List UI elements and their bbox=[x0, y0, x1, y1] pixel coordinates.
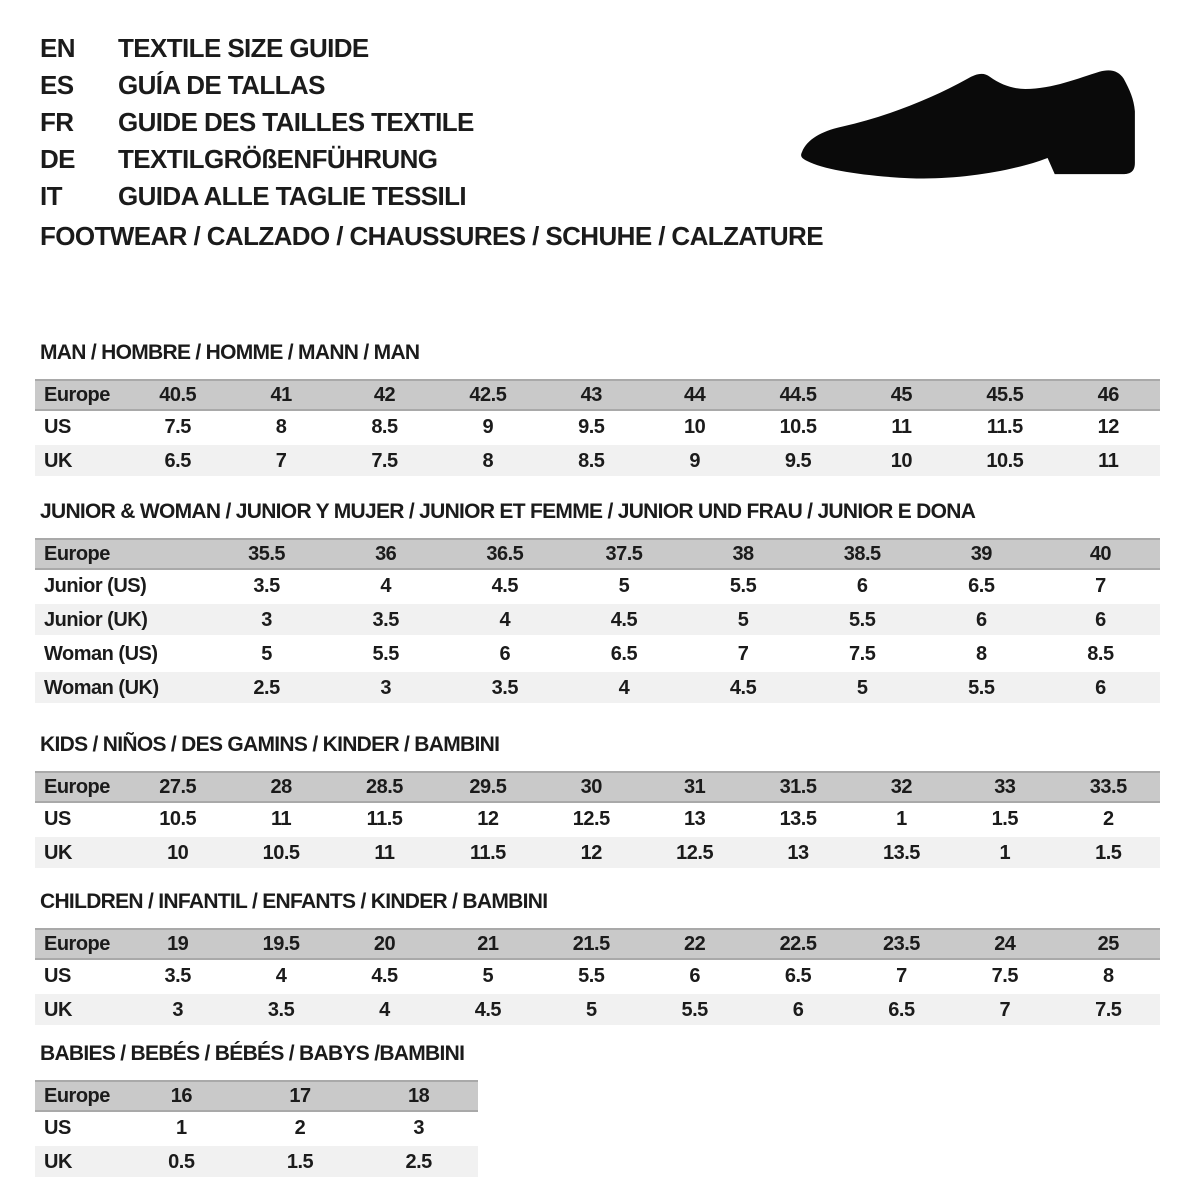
size-cell: 19.5 bbox=[229, 929, 332, 959]
size-cell: 9.5 bbox=[746, 444, 849, 478]
lang-row-fr bbox=[40, 104, 474, 141]
size-cell: 37.5 bbox=[564, 539, 683, 569]
lang-row-en bbox=[40, 30, 474, 67]
size-cell: 20 bbox=[333, 929, 436, 959]
size-cell: 44.5 bbox=[746, 380, 849, 410]
size-cell: 22 bbox=[643, 929, 746, 959]
size-cell: 7.5 bbox=[991, 964, 1018, 987]
size-cell: 5 bbox=[482, 964, 494, 987]
table-header-row bbox=[35, 929, 1160, 959]
row-label: US bbox=[44, 964, 71, 987]
size-cell: 44 bbox=[643, 380, 746, 410]
size-cell: 5.5 bbox=[803, 603, 922, 637]
size-cell: 6 bbox=[499, 642, 511, 665]
size-cell: 3 bbox=[126, 993, 229, 1027]
size-cell: 2 bbox=[294, 1116, 306, 1139]
size-cell: 4.5 bbox=[371, 964, 398, 987]
lang-label: GUIDA ALLE TAGLIE TESSILI bbox=[118, 181, 467, 211]
size-cell: 3.5 bbox=[164, 964, 191, 987]
junior-woman-size-table bbox=[35, 538, 1160, 706]
row-label: Europe bbox=[35, 929, 126, 959]
size-cell: 41 bbox=[229, 380, 332, 410]
size-cell: 0.5 bbox=[122, 1145, 241, 1179]
size-cell: 6.5 bbox=[850, 993, 953, 1027]
table-row bbox=[35, 671, 1160, 705]
section-title: JUNIOR & WOMAN / JUNIOR Y MUJER / JUNIOR ET FEMME / JUNIOR UND FRAU / JUNIOR E DONA bbox=[40, 500, 976, 523]
lang-row-de bbox=[40, 141, 474, 178]
size-cell: 6 bbox=[1041, 671, 1160, 705]
size-cell: 7 bbox=[1095, 574, 1106, 597]
children-size-table bbox=[35, 928, 1160, 1028]
row-label: Europe bbox=[35, 772, 126, 802]
size-cell: 1 bbox=[896, 807, 907, 830]
size-cell: 33.5 bbox=[1057, 772, 1160, 802]
table-row bbox=[35, 836, 1160, 870]
size-cell: 4.5 bbox=[564, 603, 683, 637]
size-cell: 6 bbox=[1041, 603, 1160, 637]
size-cell: 17 bbox=[241, 1081, 360, 1111]
row-label: UK bbox=[35, 1145, 122, 1179]
table-header-row bbox=[35, 539, 1160, 569]
size-cell: 8 bbox=[275, 415, 287, 438]
size-cell: 10.5 bbox=[953, 444, 1056, 478]
man-size-table bbox=[35, 379, 1160, 479]
size-cell: 46 bbox=[1057, 380, 1160, 410]
size-cell: 5.5 bbox=[643, 993, 746, 1027]
size-cell: 6 bbox=[689, 964, 700, 987]
row-label: US bbox=[44, 415, 71, 438]
lang-code: ES bbox=[40, 70, 74, 100]
size-cell: 23.5 bbox=[850, 929, 953, 959]
size-cell: 7 bbox=[953, 993, 1056, 1027]
size-cell: 30 bbox=[540, 772, 643, 802]
size-cell: 13.5 bbox=[779, 807, 817, 830]
section-junior-woman bbox=[35, 500, 1160, 706]
size-cell: 11.5 bbox=[986, 415, 1023, 438]
size-cell: 7.5 bbox=[164, 415, 191, 438]
section-title: MAN / HOMBRE / HOMME / MANN / MAN bbox=[40, 341, 420, 364]
lang-code: FR bbox=[40, 107, 74, 137]
size-cell: 5.5 bbox=[578, 964, 605, 987]
size-cell: 10.5 bbox=[779, 415, 817, 438]
size-cell: 6.5 bbox=[784, 964, 812, 987]
section-title: KIDS / NIÑOS / DES GAMINS / KINDER / BAMBINI bbox=[40, 733, 500, 756]
size-cell: 4.5 bbox=[684, 671, 803, 705]
language-title-list bbox=[40, 30, 474, 215]
size-cell: 7 bbox=[896, 964, 907, 987]
size-cell: 2 bbox=[1102, 807, 1114, 830]
size-cell: 42 bbox=[333, 380, 436, 410]
size-cell: 8.5 bbox=[371, 415, 398, 438]
lang-label: GUÍA DE TALLAS bbox=[118, 70, 325, 100]
size-cell: 10.5 bbox=[229, 836, 332, 870]
row-label: Junior (UK) bbox=[35, 603, 207, 637]
size-cell: 8 bbox=[1102, 964, 1114, 987]
size-cell: 5.5 bbox=[922, 671, 1041, 705]
size-cell: 9.5 bbox=[578, 415, 605, 438]
size-cell: 39 bbox=[922, 539, 1041, 569]
size-cell: 2.5 bbox=[359, 1145, 478, 1179]
table-row bbox=[35, 569, 1160, 603]
size-cell: 28.5 bbox=[333, 772, 436, 802]
size-cell: 40.5 bbox=[126, 380, 229, 410]
size-cell: 10.5 bbox=[159, 807, 197, 830]
size-cell: 13.5 bbox=[850, 836, 953, 870]
size-cell: 3.5 bbox=[229, 993, 332, 1027]
row-label: UK bbox=[35, 444, 126, 478]
row-label: Europe bbox=[35, 539, 207, 569]
size-cell: 11.5 bbox=[366, 807, 403, 830]
size-cell: 3 bbox=[413, 1116, 424, 1139]
size-cell: 11 bbox=[271, 807, 292, 830]
size-cell: 4.5 bbox=[436, 993, 539, 1027]
size-cell: 4 bbox=[333, 993, 436, 1027]
size-cell: 7.5 bbox=[1057, 993, 1160, 1027]
table-row bbox=[35, 444, 1160, 478]
size-cell: 4 bbox=[564, 671, 683, 705]
size-cell: 3 bbox=[326, 671, 445, 705]
size-cell: 3 bbox=[207, 603, 326, 637]
size-cell: 7.5 bbox=[849, 642, 876, 665]
size-cell: 7 bbox=[229, 444, 332, 478]
size-cell: 21.5 bbox=[540, 929, 643, 959]
size-cell: 6 bbox=[856, 574, 868, 597]
kids-size-table bbox=[35, 771, 1160, 871]
size-cell: 21 bbox=[436, 929, 539, 959]
size-cell: 1.5 bbox=[991, 807, 1018, 830]
section-title: CHILDREN / INFANTIL / ENFANTS / KINDER / BAMBINI bbox=[40, 890, 548, 913]
size-cell: 31 bbox=[643, 772, 746, 802]
size-cell: 1.5 bbox=[241, 1145, 360, 1179]
size-cell: 13 bbox=[684, 807, 706, 830]
size-cell: 28 bbox=[229, 772, 332, 802]
size-cell: 11 bbox=[891, 415, 912, 438]
lang-code: IT bbox=[40, 181, 62, 211]
row-label: Europe bbox=[35, 1081, 122, 1111]
row-label: Europe bbox=[35, 380, 126, 410]
size-cell: 45 bbox=[850, 380, 953, 410]
table-row bbox=[35, 1111, 478, 1145]
category-line: FOOTWEAR / CALZADO / CHAUSSURES / SCHUHE / CALZATURE bbox=[40, 221, 823, 251]
lang-code: DE bbox=[40, 144, 75, 174]
section-title: BABIES / BEBÉS / BÉBÉS / BABYS /BAMBINI bbox=[40, 1042, 465, 1065]
shoe-icon bbox=[798, 66, 1143, 188]
size-cell: 11.5 bbox=[436, 836, 539, 870]
size-cell: 3.5 bbox=[445, 671, 564, 705]
size-cell: 9 bbox=[482, 415, 494, 438]
table-header-row bbox=[35, 772, 1160, 802]
size-cell: 7.5 bbox=[333, 444, 436, 478]
size-cell: 6 bbox=[922, 603, 1041, 637]
size-cell: 22.5 bbox=[746, 929, 849, 959]
lang-row-it bbox=[40, 178, 474, 215]
size-cell: 43 bbox=[540, 380, 643, 410]
size-cell: 5 bbox=[540, 993, 643, 1027]
size-cell: 19 bbox=[126, 929, 229, 959]
size-cell: 18 bbox=[359, 1081, 478, 1111]
size-cell: 45.5 bbox=[953, 380, 1056, 410]
size-cell: 35.5 bbox=[207, 539, 326, 569]
size-cell: 12.5 bbox=[643, 836, 746, 870]
row-label: UK bbox=[35, 993, 126, 1027]
size-cell: 42.5 bbox=[436, 380, 539, 410]
table-row bbox=[35, 603, 1160, 637]
section-children bbox=[35, 890, 1160, 1028]
size-cell: 36.5 bbox=[445, 539, 564, 569]
size-cell: 10 bbox=[126, 836, 229, 870]
size-cell: 6.5 bbox=[126, 444, 229, 478]
size-cell: 2.5 bbox=[207, 671, 326, 705]
size-cell: 5 bbox=[803, 671, 922, 705]
row-label: UK bbox=[35, 836, 126, 870]
size-cell: 12 bbox=[540, 836, 643, 870]
lang-code: EN bbox=[40, 33, 75, 63]
size-cell: 1 bbox=[953, 836, 1056, 870]
size-cell: 8.5 bbox=[1087, 642, 1114, 665]
size-cell: 3.5 bbox=[326, 603, 445, 637]
size-cell: 32 bbox=[850, 772, 953, 802]
size-cell: 36 bbox=[326, 539, 445, 569]
section-man bbox=[35, 341, 1160, 479]
size-cell: 11 bbox=[1057, 444, 1160, 478]
size-cell: 1.5 bbox=[1057, 836, 1160, 870]
size-cell: 38 bbox=[684, 539, 803, 569]
size-cell: 12 bbox=[477, 807, 499, 830]
size-cell: 5 bbox=[618, 574, 630, 597]
size-cell: 1 bbox=[176, 1116, 187, 1139]
row-label: US bbox=[44, 807, 71, 830]
size-cell: 12 bbox=[1097, 415, 1119, 438]
table-header-row bbox=[35, 1081, 478, 1111]
size-cell: 6.5 bbox=[968, 574, 995, 597]
table-row bbox=[35, 410, 1160, 444]
section-kids bbox=[35, 733, 1160, 871]
size-cell: 5 bbox=[684, 603, 803, 637]
size-cell: 11 bbox=[333, 836, 436, 870]
size-cell: 40 bbox=[1041, 539, 1160, 569]
size-cell: 8 bbox=[436, 444, 539, 478]
size-cell: 5.5 bbox=[372, 642, 399, 665]
table-row bbox=[35, 637, 1160, 671]
size-cell: 13 bbox=[746, 836, 849, 870]
babies-size-table bbox=[35, 1080, 478, 1180]
lang-label: GUIDE DES TAILLES TEXTILE bbox=[118, 107, 474, 137]
size-cell: 38.5 bbox=[803, 539, 922, 569]
size-cell: 4 bbox=[380, 574, 391, 597]
size-cell: 8.5 bbox=[540, 444, 643, 478]
size-cell: 6.5 bbox=[610, 642, 638, 665]
row-label: Woman (US) bbox=[44, 642, 158, 665]
size-cell: 3.5 bbox=[253, 574, 280, 597]
size-cell: 4.5 bbox=[491, 574, 518, 597]
size-cell: 25 bbox=[1057, 929, 1160, 959]
lang-label: TEXTILGRÖßENFÜHRUNG bbox=[118, 144, 438, 174]
table-row bbox=[35, 1145, 478, 1179]
row-label: Woman (UK) bbox=[35, 671, 207, 705]
size-cell: 10 bbox=[684, 415, 706, 438]
size-cell: 7 bbox=[737, 642, 749, 665]
size-cell: 16 bbox=[122, 1081, 241, 1111]
size-cell: 12.5 bbox=[572, 807, 610, 830]
size-cell: 5.5 bbox=[729, 574, 757, 597]
size-cell: 33 bbox=[953, 772, 1056, 802]
size-cell: 9 bbox=[643, 444, 746, 478]
size-cell: 8 bbox=[976, 642, 987, 665]
lang-label: TEXTILE SIZE GUIDE bbox=[118, 33, 369, 63]
row-label: US bbox=[44, 1116, 71, 1139]
size-cell: 24 bbox=[953, 929, 1056, 959]
lang-row-es bbox=[40, 67, 474, 104]
size-cell: 4 bbox=[275, 964, 287, 987]
table-header-row bbox=[35, 380, 1160, 410]
size-cell: 31.5 bbox=[746, 772, 849, 802]
size-cell: 29.5 bbox=[436, 772, 539, 802]
size-cell: 10 bbox=[850, 444, 953, 478]
table-row bbox=[35, 802, 1160, 836]
size-cell: 5 bbox=[261, 642, 272, 665]
size-cell: 6 bbox=[746, 993, 849, 1027]
table-row bbox=[35, 959, 1160, 993]
section-babies bbox=[35, 1042, 478, 1180]
table-row bbox=[35, 993, 1160, 1027]
size-cell: 27.5 bbox=[126, 772, 229, 802]
row-label: Junior (US) bbox=[44, 574, 147, 597]
size-cell: 4 bbox=[445, 603, 564, 637]
